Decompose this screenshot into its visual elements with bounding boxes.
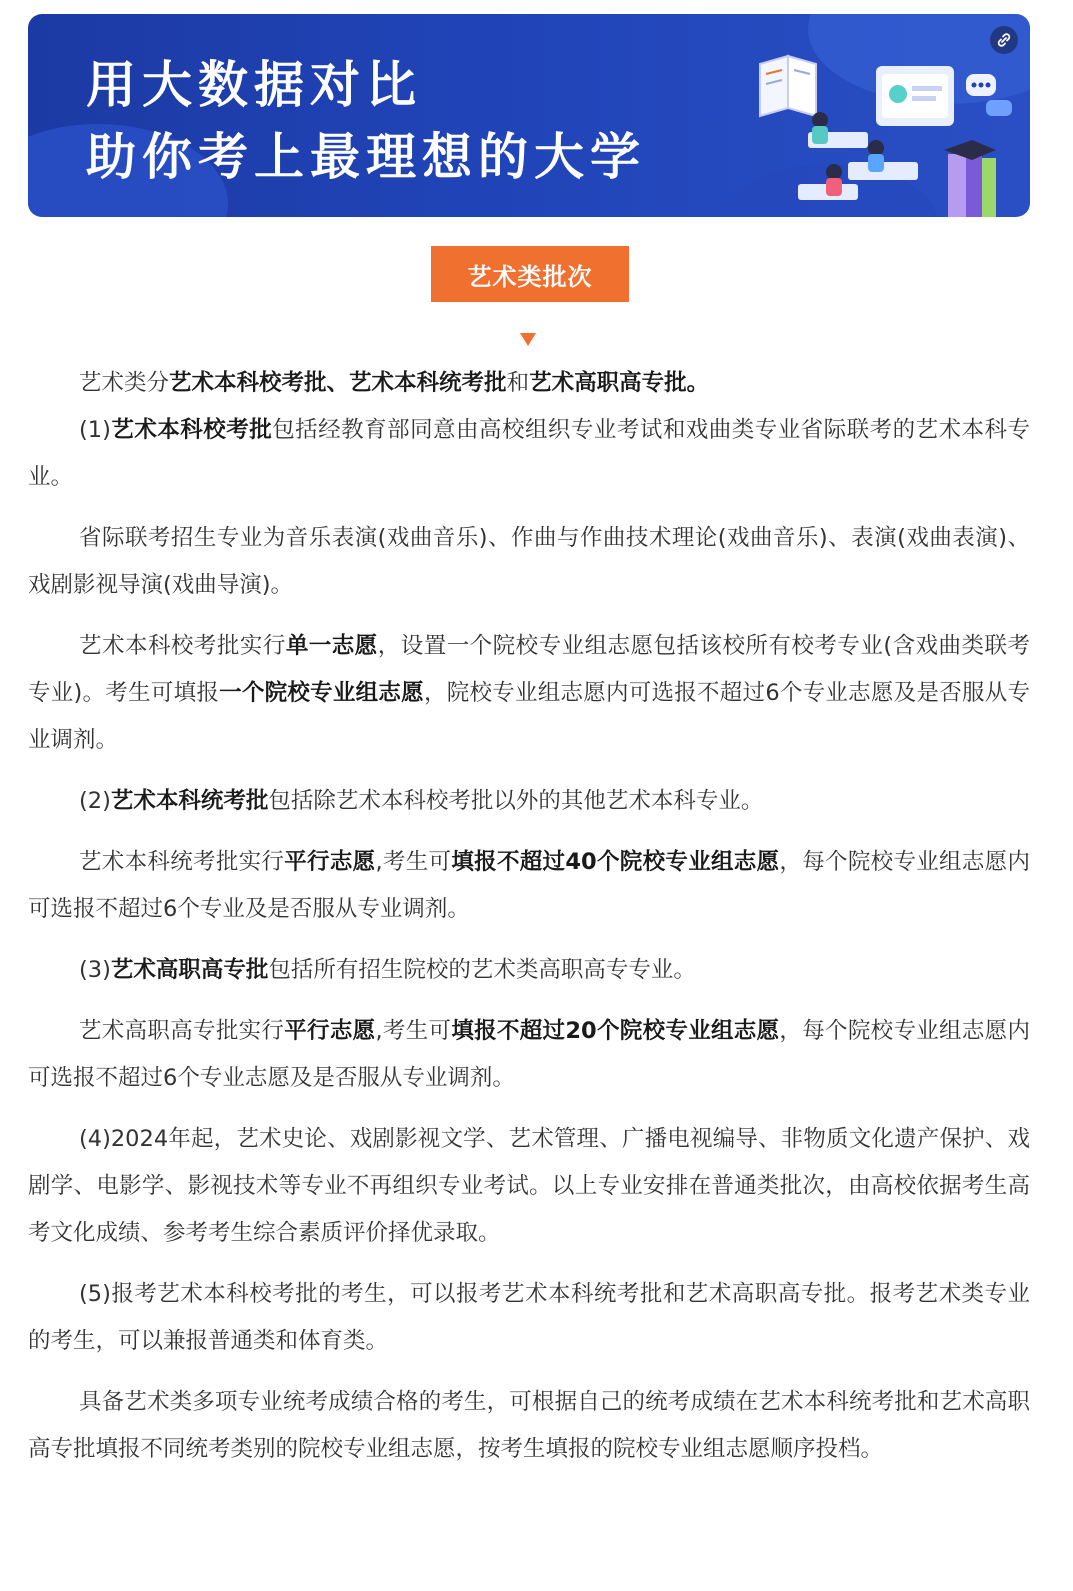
paragraph-vocational-rule: 艺术高职高专批实行平行志愿,考生可填报不超过20个院校专业组志愿，每个院校专业组志愿内可选报不超过6个专业志愿及是否服从专业调剂。 <box>28 1018 1030 1091</box>
paragraph-multiple-qualified: 具备艺术类多项专业统考成绩合格的考生，可根据自己的统考成绩在艺术本科统考批和艺术高职高专批填报不同统考类别的院校专业组志愿，按考生填报的院校专业组志愿顺序投档。 <box>28 1389 1030 1462</box>
down-arrow-icon <box>520 333 536 346</box>
classroom-illustration <box>748 34 1018 217</box>
paragraph-unified-exam-rule: 艺术本科统考批实行平行志愿,考生可填报不超过40个院校专业组志愿，每个院校专业组志愿内可选报不超过6个专业及是否服从专业调剂。 <box>28 849 1030 922</box>
header-banner <box>28 14 1030 217</box>
paragraph-item-3: (3)艺术高职高专批包括所有招生院校的艺术类高职高专专业。 <box>79 957 696 983</box>
link-icon[interactable] <box>990 26 1018 54</box>
paragraph-item-4: (4)2024年起，艺术史论、戏剧影视文学、艺术管理、广播电视编导、非物质文化遗产保护、戏剧学、电影学、影视技术等专业不再组织专业考试。以上专业安排在普通类批次，由高校依据考生高考文化成绩、参考考生综合素质评价择优录取。 <box>28 1126 1030 1246</box>
paragraph-item-5: (5)报考艺术本科校考批的考生，可以报考艺术本科统考批和艺术高职高专批。报考艺术类专业的考生，可以兼报普通类和体育类。 <box>28 1281 1030 1354</box>
article-body <box>28 360 1030 1473</box>
paragraph-joint-exam: 省际联考招生专业为音乐表演(戏曲音乐)、作曲与作曲技术理论(戏曲音乐)、表演(戏曲表演)、戏剧影视导演(戏曲导演)。 <box>28 525 1030 598</box>
paragraph-school-exam-rule: 艺术本科校考批实行单一志愿，设置一个院校专业组志愿包括该校所有校考专业(含戏曲类联考专业)。考生可填报一个院校专业组志愿，院校专业组志愿内可选报不超过6个专业志愿及是否服从专业调剂。 <box>28 633 1030 753</box>
paragraph-item-1: (1)艺术本科校考批包括经教育部同意由高校组织专业考试和戏曲类专业省际联考的艺术本科专业。 <box>28 417 1030 490</box>
banner-title-line1: 用大数据对比 <box>86 56 422 114</box>
paragraph-item-2: (2)艺术本科统考批包括除艺术本科校考批以外的其他艺术本科专业。 <box>79 788 764 814</box>
section-tag: 艺术类批次 <box>431 246 629 302</box>
paragraph-intro: 艺术类分艺术本科校考批、艺术本科统考批和艺术高职高专批。 <box>79 370 710 396</box>
banner-title-line2: 助你考上最理想的大学 <box>86 128 646 186</box>
